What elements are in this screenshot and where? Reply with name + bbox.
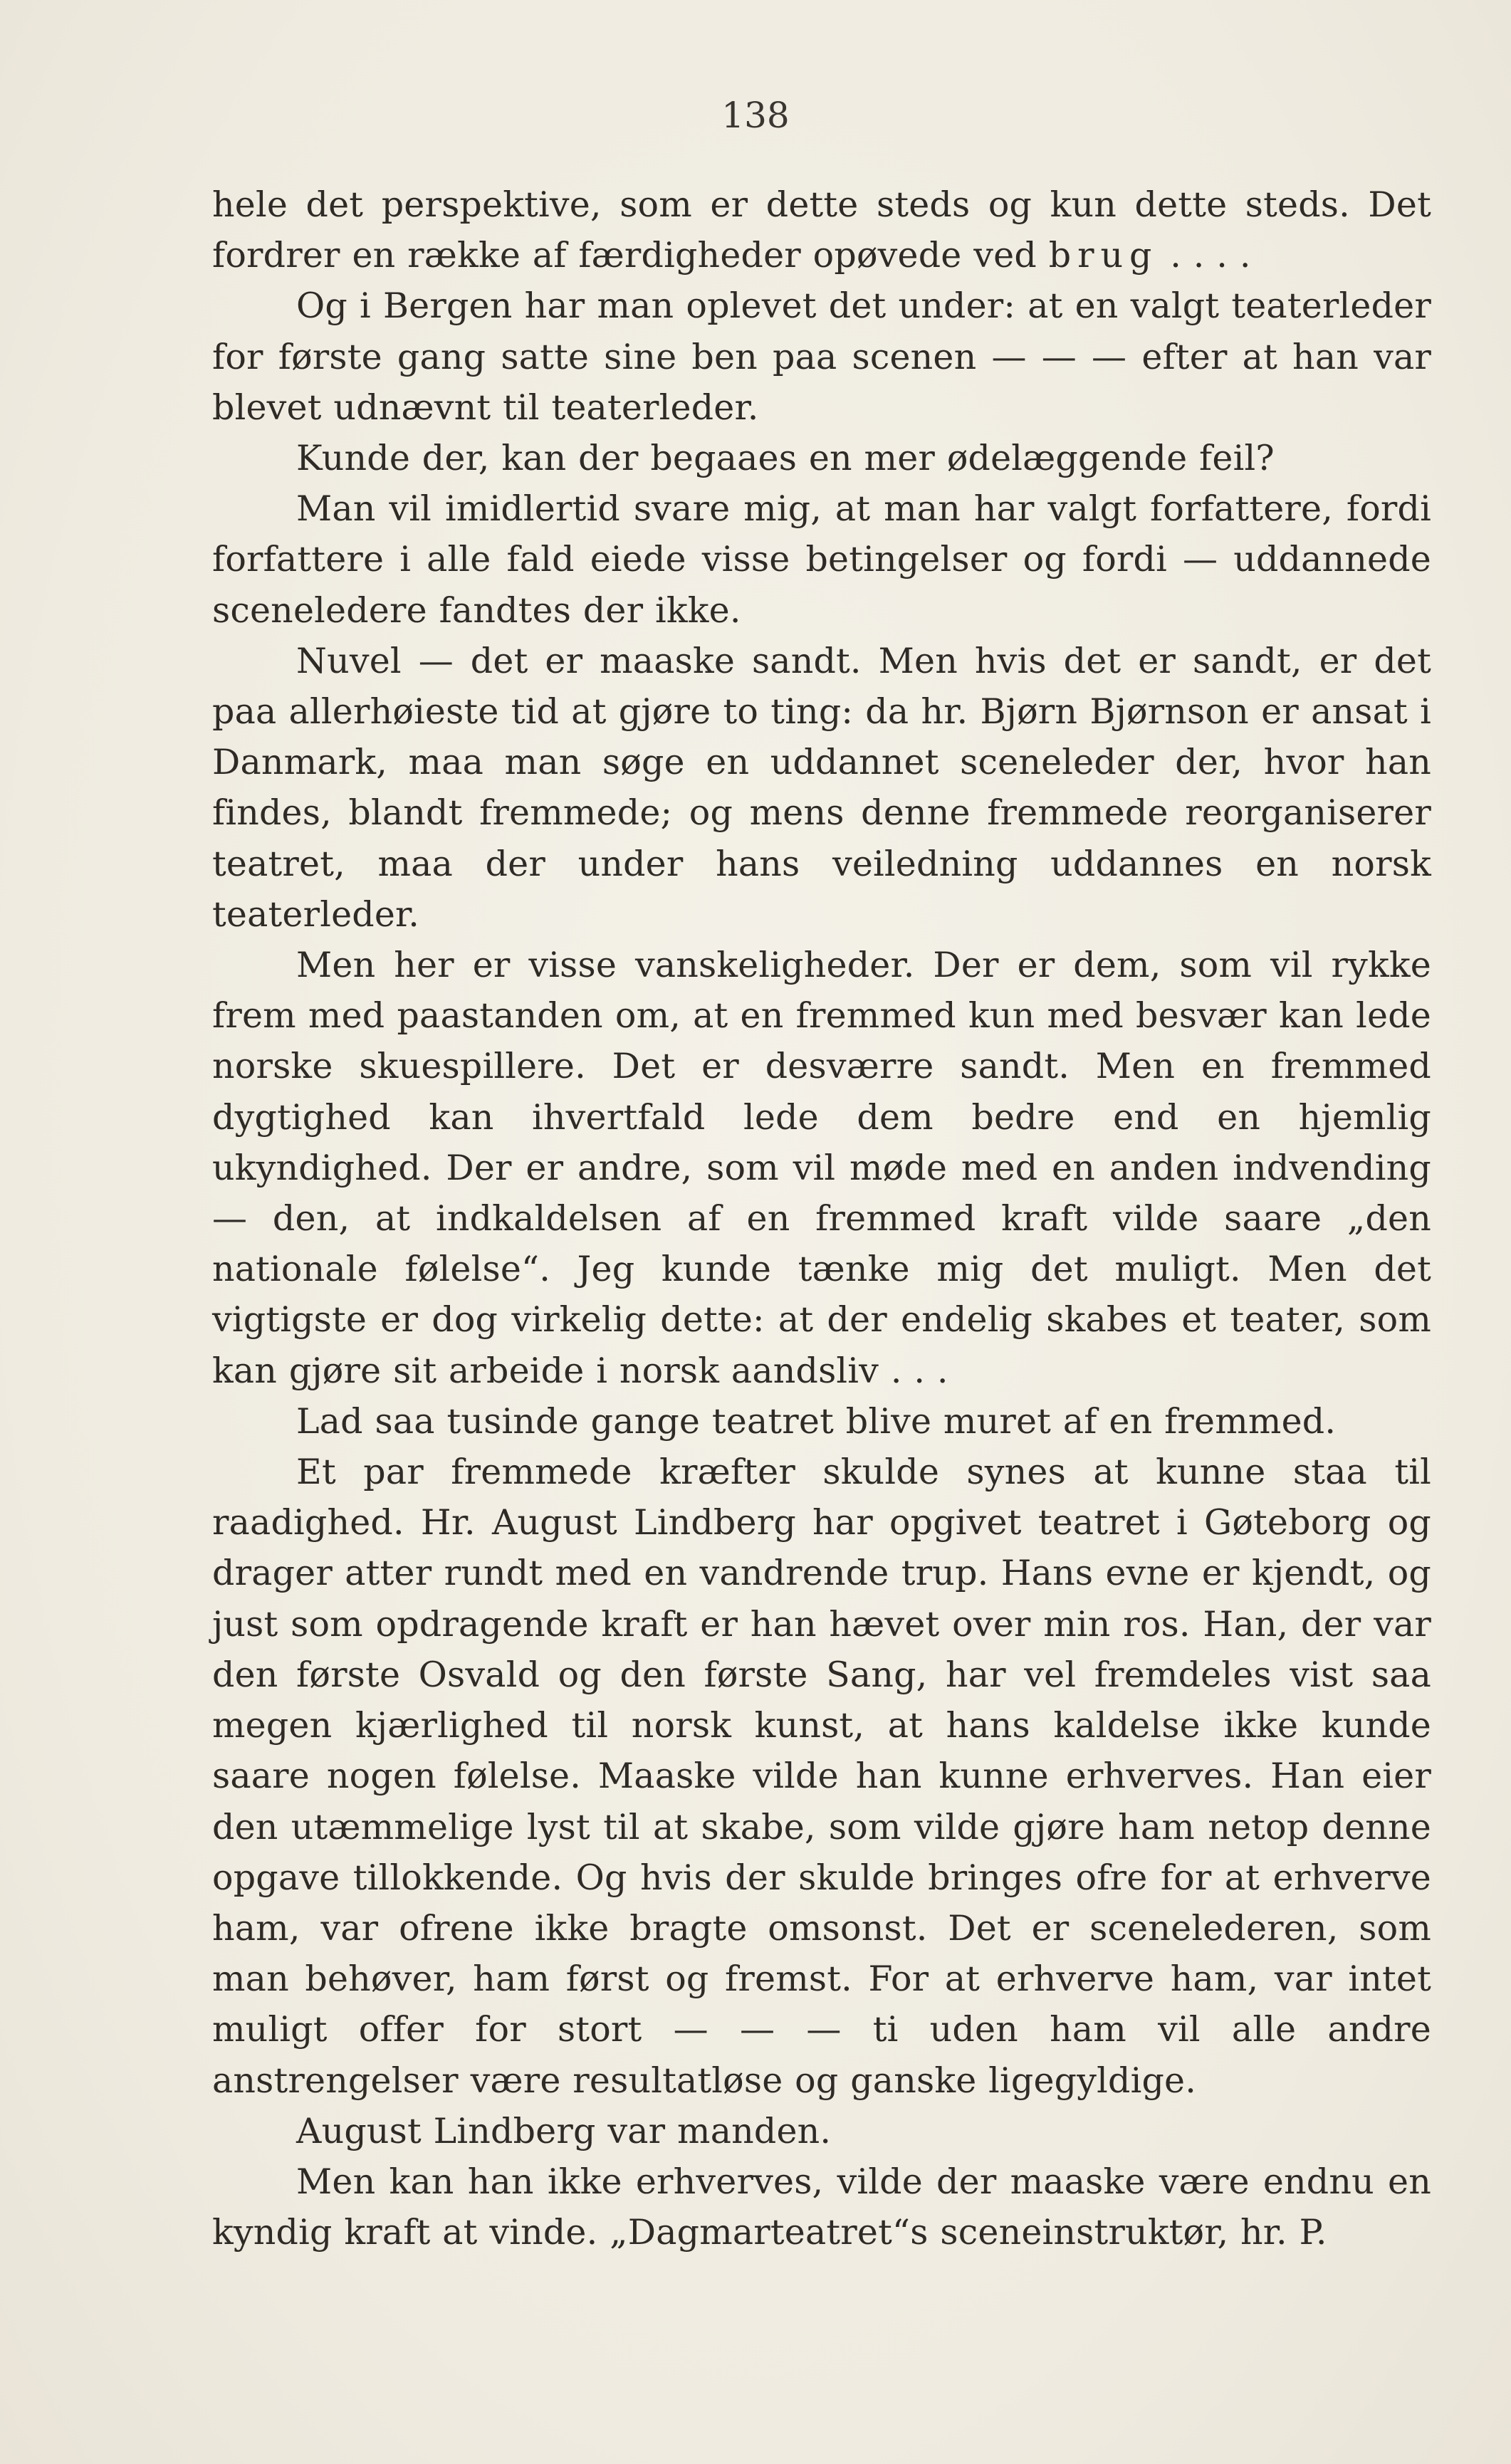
paragraph-7 [212,1396,1431,1447]
body-text [212,179,1431,2258]
paragraph-3 [212,433,1431,483]
paragraph-1-text-1: hele det perspektive, som er dette steds og kun dette steds. Det fordrer en række af færdigheder opøvede ved [212,184,1431,276]
paragraph-5 [212,636,1431,940]
paragraph-1-text-2: brug [1048,235,1159,276]
paragraph-4 [212,483,1431,636]
paragraph-9-text-1: August Lindberg var manden. [296,2110,832,2151]
paragraph-10-text-1: Men kan han ikke erhverves, vilde der maaske være endnu en kyndig kraft at vinde. „Dagmarteatret“s sceneinstruktør, hr. P. [212,2161,1431,2253]
paragraph-2-text-1: Og i Bergen har man oplevet det under: at en valgt teaterleder for første gang satte sine ben paa scenen — — — efter at han var blevet udnævnt til teaterleder. [212,285,1431,428]
paragraph-3-text-1: Kunde der, kan der begaaes en mer ødelæggende feil? [296,438,1275,479]
paragraph-2 [212,281,1431,433]
paragraph-4-text-1: Man vil imidlertid svare mig, at man har valgt forfattere, fordi forfattere i alle fald eiede visse betingelser og fordi — uddannede sceneledere fandtes der ikke. [212,488,1431,631]
paragraph-1-text-3: . . . . [1158,235,1251,276]
paragraph-5-text-1: Nuvel — det er maaske sandt. Men hvis det er sandt, er det paa allerhøieste tid at gjøre to ting: da hr. Bjørn Bjørnson er ansat i Danmark, maa man søge en uddannet sceneleder der, hvor han findes, blandt fremmede; og mens denne fremmede reorganiserer teatret, maa der under hans veiledning uddannes en norsk teaterleder. [212,640,1431,935]
paragraph-9 [212,2106,1431,2156]
paragraph-8 [212,1447,1431,2106]
paragraph-10 [212,2156,1431,2258]
paragraph-7-text-1: Lad saa tusinde gange teatret blive muret af en fremmed. [296,1400,1337,1442]
paragraph-6 [212,940,1431,1396]
page-number: 138 [721,95,790,136]
paragraph-6-text-1: Men her er visse vanskeligheder. Der er dem, som vil rykke frem med paastanden om, at en fremmed kun med besvær kan lede norske skuespillere. Det er desværre sandt. Men en fremmed dygtighed kan ihvertfald lede dem bedre end en hjemlig ukyndighed. Der er andre, som vil møde med en anden indvending — den, at indkaldelsen af en fremmed kraft vilde saare „den nationale følelse“. Jeg kunde tænke mig det muligt. Men det vigtigste er dog virkelig dette: at der endelig skabes et teater, som kan gjøre sit arbeide i norsk aandsliv . . . [212,945,1431,1391]
paragraph-8-text-1: Et par fremmede kræfter skulde synes at kunne staa til raadighed. Hr. August Lindberg har opgivet teatret i Gøteborg og drager atter rundt med en vandrende trup. Hans evne er kjendt, og just som opdragende kraft er han hævet over min ros. Han, der var den første Osvald og den første Sang, har vel fremdeles vist saa megen kjærlighed til norsk kunst, at hans kaldelse ikke kunde saare nogen følelse. Maaske vilde han kunne erhverves. Han eier den utæmmelige lyst til at skabe, som vilde gjøre ham netop denne opgave tillokkende. Og hvis der skulde bringes ofre for at erhverve ham, var ofrene ikke bragte omsonst. Det er scenelederen, som man behøver, ham først og fremst. For at erhverve ham, var intet muligt offer for stort — — — ti uden ham vil alle andre anstrengelser være resultatløse og ganske ligegyldige. [212,1452,1431,2101]
paragraph-1 [212,179,1431,281]
